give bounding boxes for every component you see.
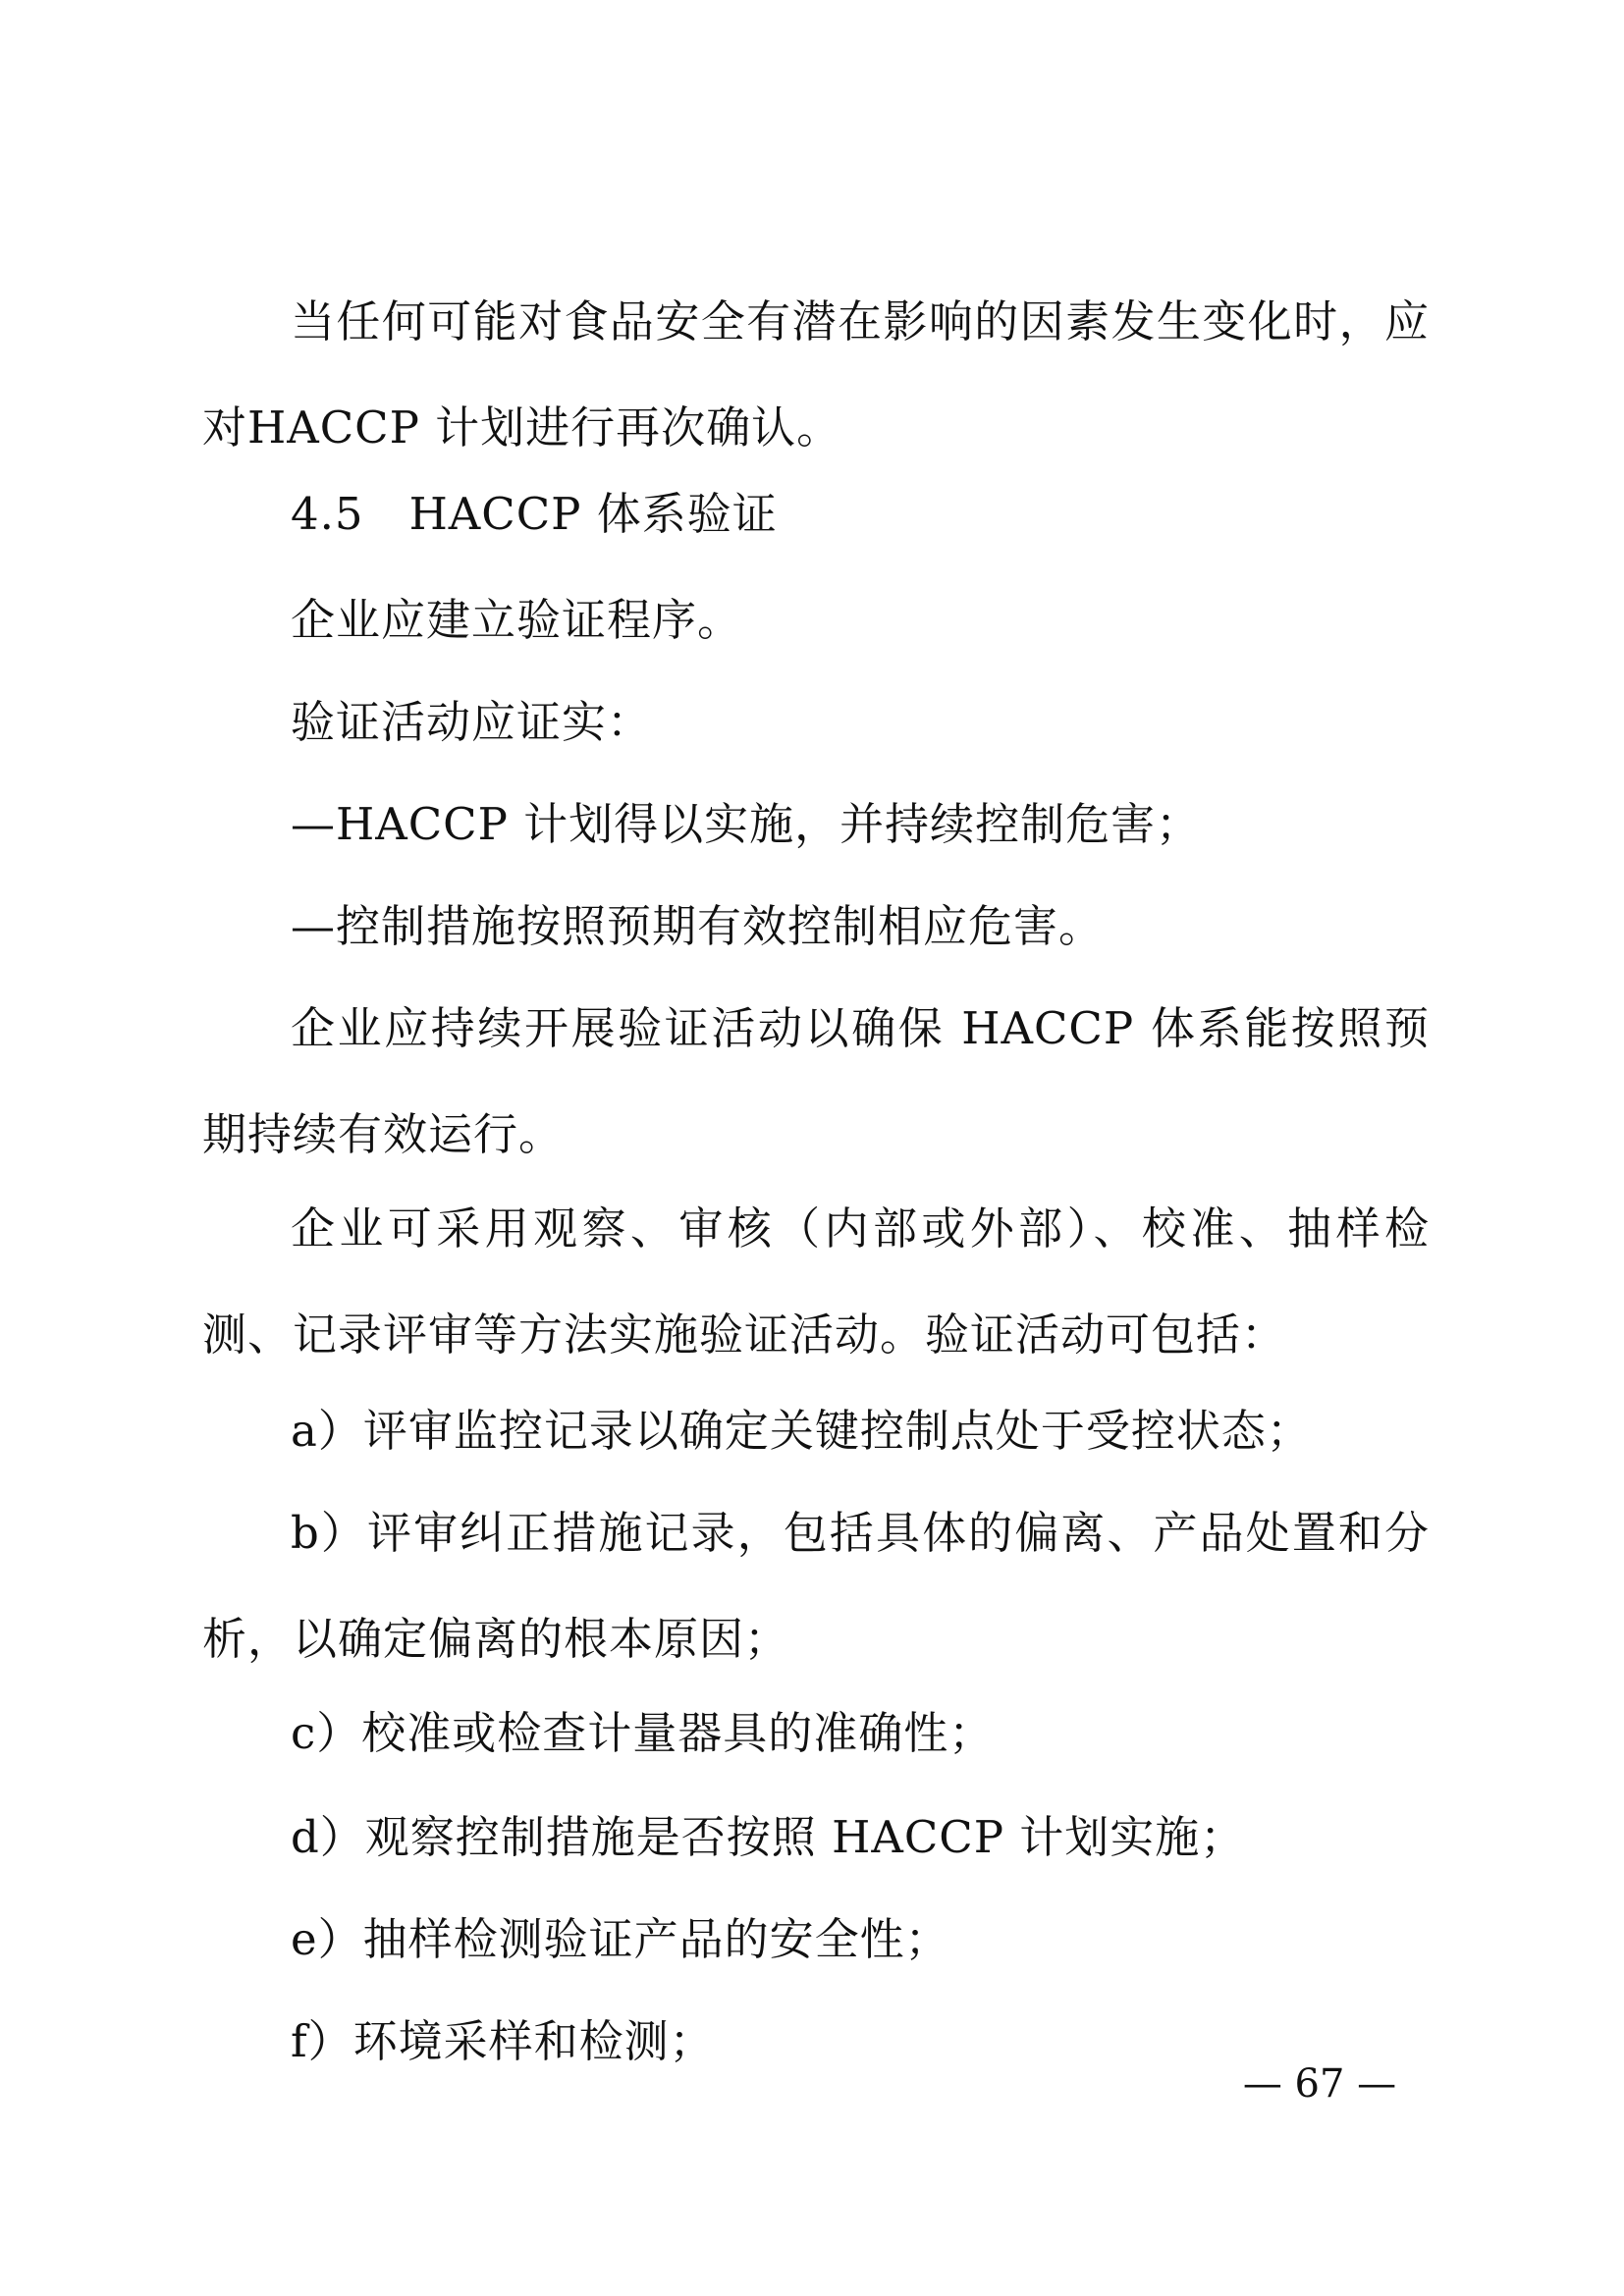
- list-item-f: f）环境采样和检测；: [291, 2015, 715, 2067]
- page-number: — 67 —: [1242, 2061, 1397, 2107]
- paragraph-reconfirm-haccp: 当任何可能对食品安全有潜在影响的因素发生变化时，应对HACCP 计划进行再次确认。: [202, 295, 1430, 454]
- list-item-b: b）评审纠正措施记录，包括具体的偏离、产品处置和分析，以确定偏离的根本原因；: [202, 1507, 1430, 1665]
- section-heading-4-5: 4.5 HACCP 体系验证: [291, 488, 778, 540]
- dash-item-control-effective: —控制措施按照预期有效控制相应危害。: [291, 900, 1105, 952]
- paragraph-verification-methods: 企业可采用观察、审核（内部或外部）、校准、抽样检测、记录评审等方法实施验证活动。验证活动可包括：: [202, 1202, 1430, 1361]
- dash-item-plan-implemented: —HACCP 计划得以实施，并持续控制危害；: [291, 798, 1202, 850]
- paragraph-verification-procedure: 企业应建立验证程序。: [291, 594, 743, 646]
- list-item-d: d）观察控制措施是否按照 HACCP 计划实施；: [291, 1811, 1246, 1863]
- list-item-c: c）校准或检查计量器具的准确性；: [291, 1707, 995, 1759]
- paragraph-verification-confirms: 验证活动应证实：: [291, 696, 653, 748]
- list-item-e: e）抽样检测验证产品的安全性；: [291, 1913, 950, 1965]
- paragraph-continuous-verification: 企业应持续开展验证活动以确保 HACCP 体系能按照预期持续有效运行。: [202, 1002, 1430, 1160]
- list-item-a: a）评审监控记录以确定关键控制点处于受控状态；: [291, 1405, 1312, 1457]
